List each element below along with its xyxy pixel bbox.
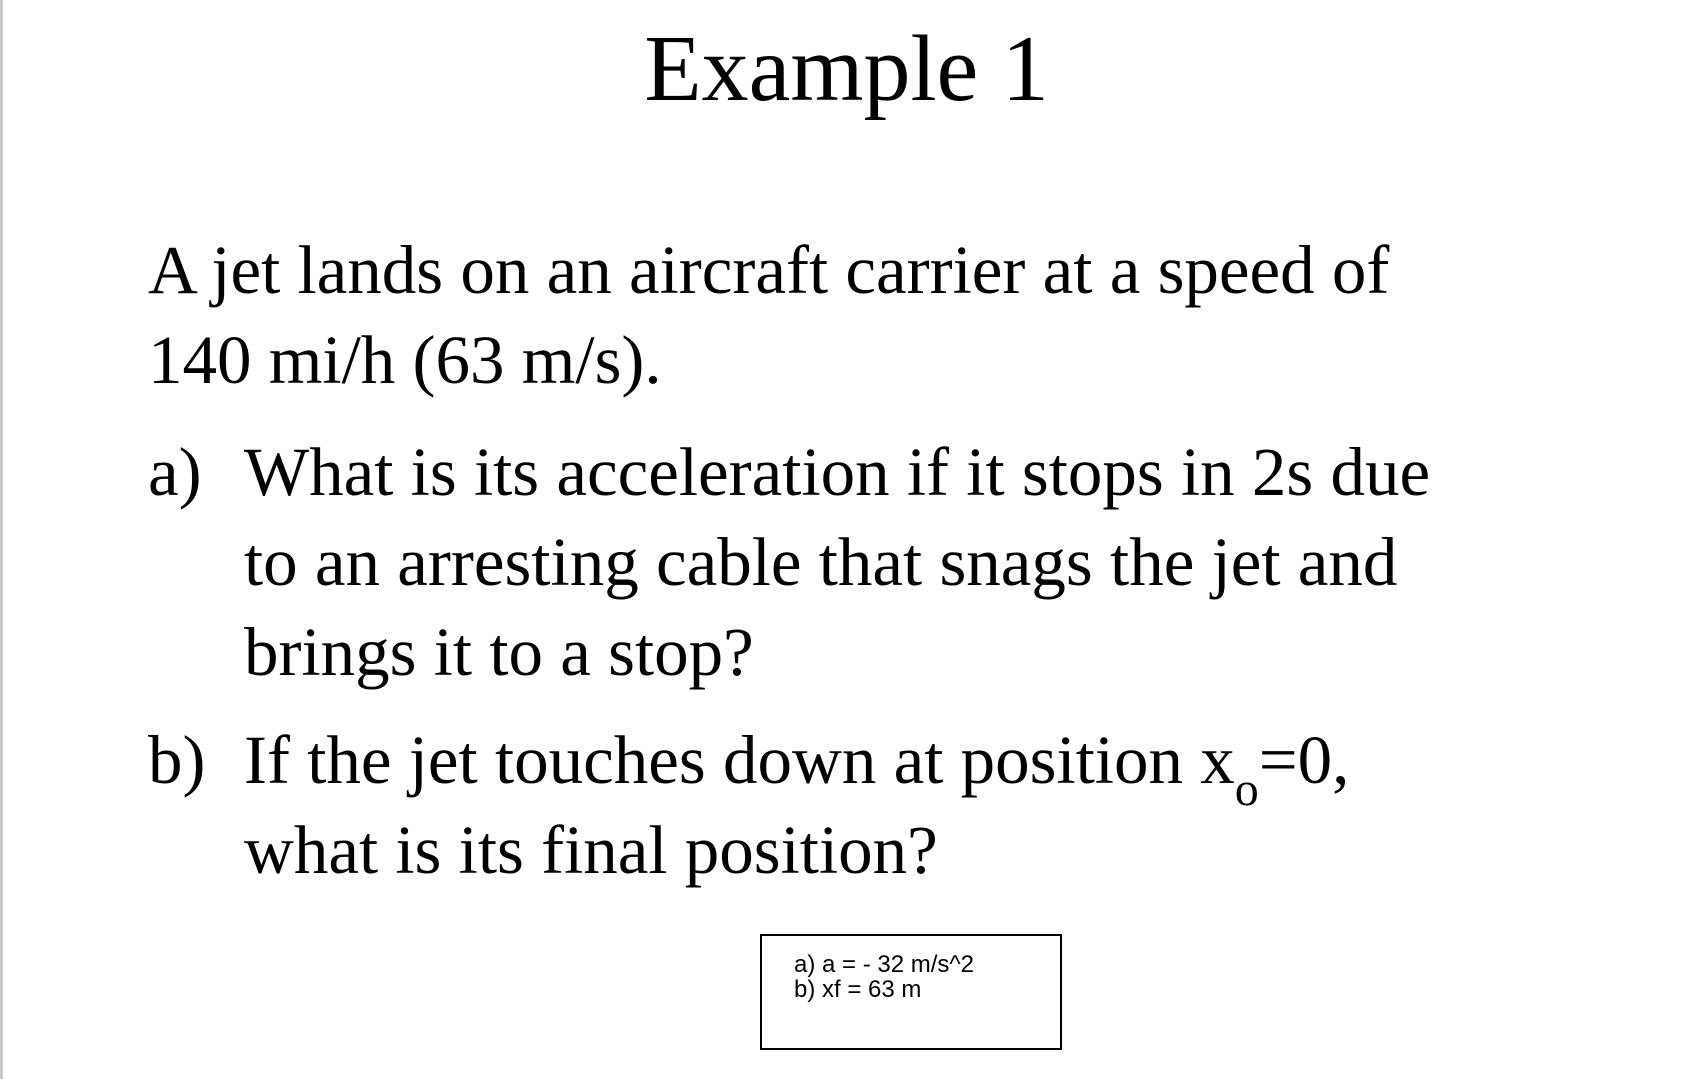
answer-box — [760, 934, 1062, 1050]
question-b-line-1 — [244, 715, 1350, 816]
answer-b: b) xf = 63 m — [794, 976, 922, 1003]
question-a-text — [244, 427, 1430, 697]
question-b-text — [244, 715, 1349, 895]
question-a-line-2: to an arresting cable that snags the jet and — [244, 524, 1398, 600]
question-a-line-1: What is its acceleration if it stops in 2s due — [244, 434, 1431, 510]
slide-title: Example 1 — [644, 17, 1049, 121]
question-a-line-3: brings it to a stop? — [244, 614, 754, 690]
subscript-o: o — [1234, 763, 1259, 816]
question-b-line-1-end: =0, — [1258, 722, 1350, 798]
slide-left-border — [0, 0, 3, 1079]
answer-a: a) a = - 32 m/s^2 — [794, 951, 974, 978]
question-a-marker: a) — [148, 434, 202, 510]
problem-intro — [148, 225, 1389, 405]
intro-line-2: 140 mi/h (63 m/s). — [148, 322, 662, 398]
question-b-line-1-start: If the jet touches down at position x — [244, 722, 1235, 798]
question-b-line-2: what is its final position? — [244, 812, 938, 888]
intro-line-1: A jet lands on an aircraft carrier at a speed of — [148, 232, 1390, 308]
question-b-marker: b) — [148, 722, 206, 798]
